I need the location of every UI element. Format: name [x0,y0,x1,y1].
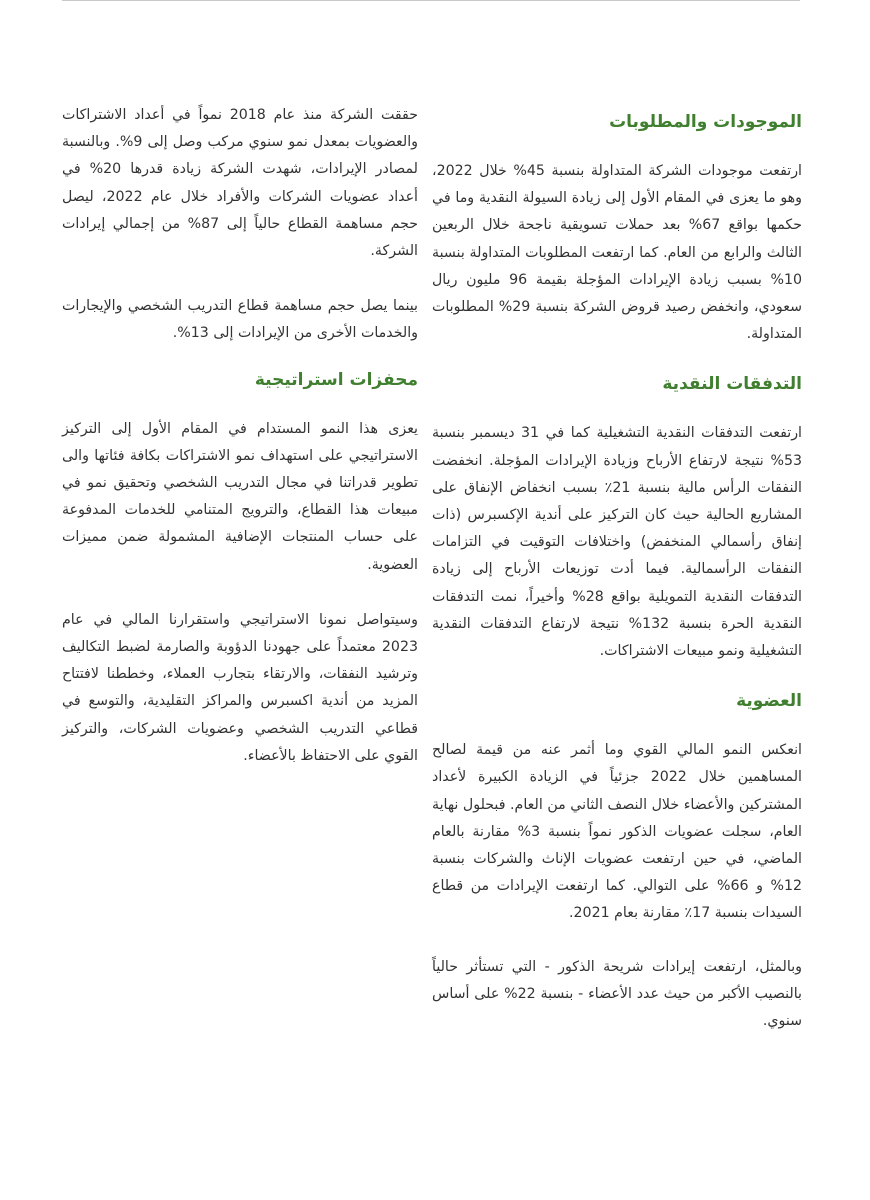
strategic-drivers-paragraph-2: وسيتواصل نمونا الاستراتيجي واستقرارنا المالي في عام 2023 معتمداً على جهودنا الدؤوبة والصارمة لضبط التكاليف وترشيد النفقات، والارتقاء بتجارب العملاء، وخططنا لافتتاح المزيد من أندية اكسبرس والمراكز التقليدية، والتوسع في قطاعي التدريب الشخصي وعضويات الشركات، والتركيز القوي على الاحتفاظ بالأعضاء. [62,611,418,764]
cash-flows-paragraph: ارتفعت التدفقات النقدية التشغيلية كما في 31 ديسمبر بنسبة 53% نتيجة لارتفاع الأرباح وزيادة الإيرادات المؤجلة. انخفضت النفقات الرأس مالية بنسبة 21٪ بسبب انخفاض الإنفاق على المشاريع الحالية حيث كان التركيز على أندية الإكسبرس (ذات إنفاق رأسمالي المنخفض) واختلافات التوقيت في التزامات النفقات الرأسمالية. فيما أدت توزيعات الأرباح إلى زيادة التدفقات النقدية التمويلية بواقع 28% وأخيراً، نمت التدفقات النقدية الحرة بنسبة 132% نتيجة لارتفاع التدفقات النقدية التشغيلية ونمو مبيعات الاشتراكات. [432,425,802,660]
membership-paragraph-1: انعكس النمو المالي القوي وما أثمر عنه من قيمة لصالح المساهمين خلال 2022 جزئياً في الزيادة الكبيرة لأعداد المشتركين والأعضاء خلال النصف الثاني من العام. فبحلول نهاية العام، سجلت عضويات الذكور نمواً بنسبة 3% مقارنة بالعام الماضي، في حين ارتفعت عضويات الإناث والشركات بنسبة 12% و 66% على التوالي. كما ارتفعت الإيرادات من قطاع السيدات بنسبة 17٪ مقارنة بعام 2021. [432,742,802,922]
strategic-drivers-heading: محفزات استراتيجية [254,369,418,390]
membership-paragraph-2: وبالمثل، ارتفعت إيرادات شريحة الذكور - التي تستأثر حالياً بالنصيب الأكبر من حيث عدد الأعضاء - بنسبة 22% على أساس سنوي. [432,958,802,1030]
assets-liabilities-paragraph: ارتفعت موجودات الشركة المتداولة بنسبة 45% خلال 2022، وهو ما يعزى في المقام الأول إلى زيادة السيولة النقدية وما في حكمها بواقع 67% بعد حملات تسويقية ناجحة خلال الربعين الثالث والرابع من العام. كما ارتفعت المطلوبات المتداولة بنسبة 10% بسبب زيادة الإيرادات المؤجلة بقيمة 96 مليون ريال سعودي، وانخفض رصيد قروض الشركة بنسبة 29% المطلوبات المتداولة. [432,163,803,343]
training-share-paragraph: بينما يصل حجم مساهمة قطاع التدريب الشخصي والإيجارات والخدمات الأخرى من الإيرادات إلى 13%. [62,298,418,342]
cash-flows-heading: التدفقات النقدية [662,374,802,395]
assets-liabilities-heading: الموجودات والمطلوبات [609,112,802,132]
top-divider [62,0,800,1]
membership-heading: العضوية [736,691,802,712]
growth-paragraph: حققت الشركة منذ عام 2018 نمواً في أعداد الاشتراكات والعضويات بمعدل نمو سنوي مركب وصل إلى 9%. وبالنسبة لمصادر الإيرادات، شهدت الشركة زيادة قدرها 20% في أعداد عضويات الشركات والأفراد خلال عام 2022، ليصل حجم مساهمة القطاع حالياً إلى 87% من إجمالي إيرادات الشركة. [62,107,419,260]
strategic-drivers-paragraph-1: يعزى هذا النمو المستدام في المقام الأول إلى التركيز الاستراتيجي على استهداف نمو الاشتراكات بكافة فئاتها والى تطوير قدراتنا في مجال التدريب الشخصي وتحقيق نمو في مبيعات هذا القطاع، والترويج المتنامي للخدمات المدفوعة على حساب المنتجات الإضافية المشمولة ضمن مميزات العضوية. [62,420,418,573]
right-column [432,100,802,1035]
left-column [62,100,418,770]
